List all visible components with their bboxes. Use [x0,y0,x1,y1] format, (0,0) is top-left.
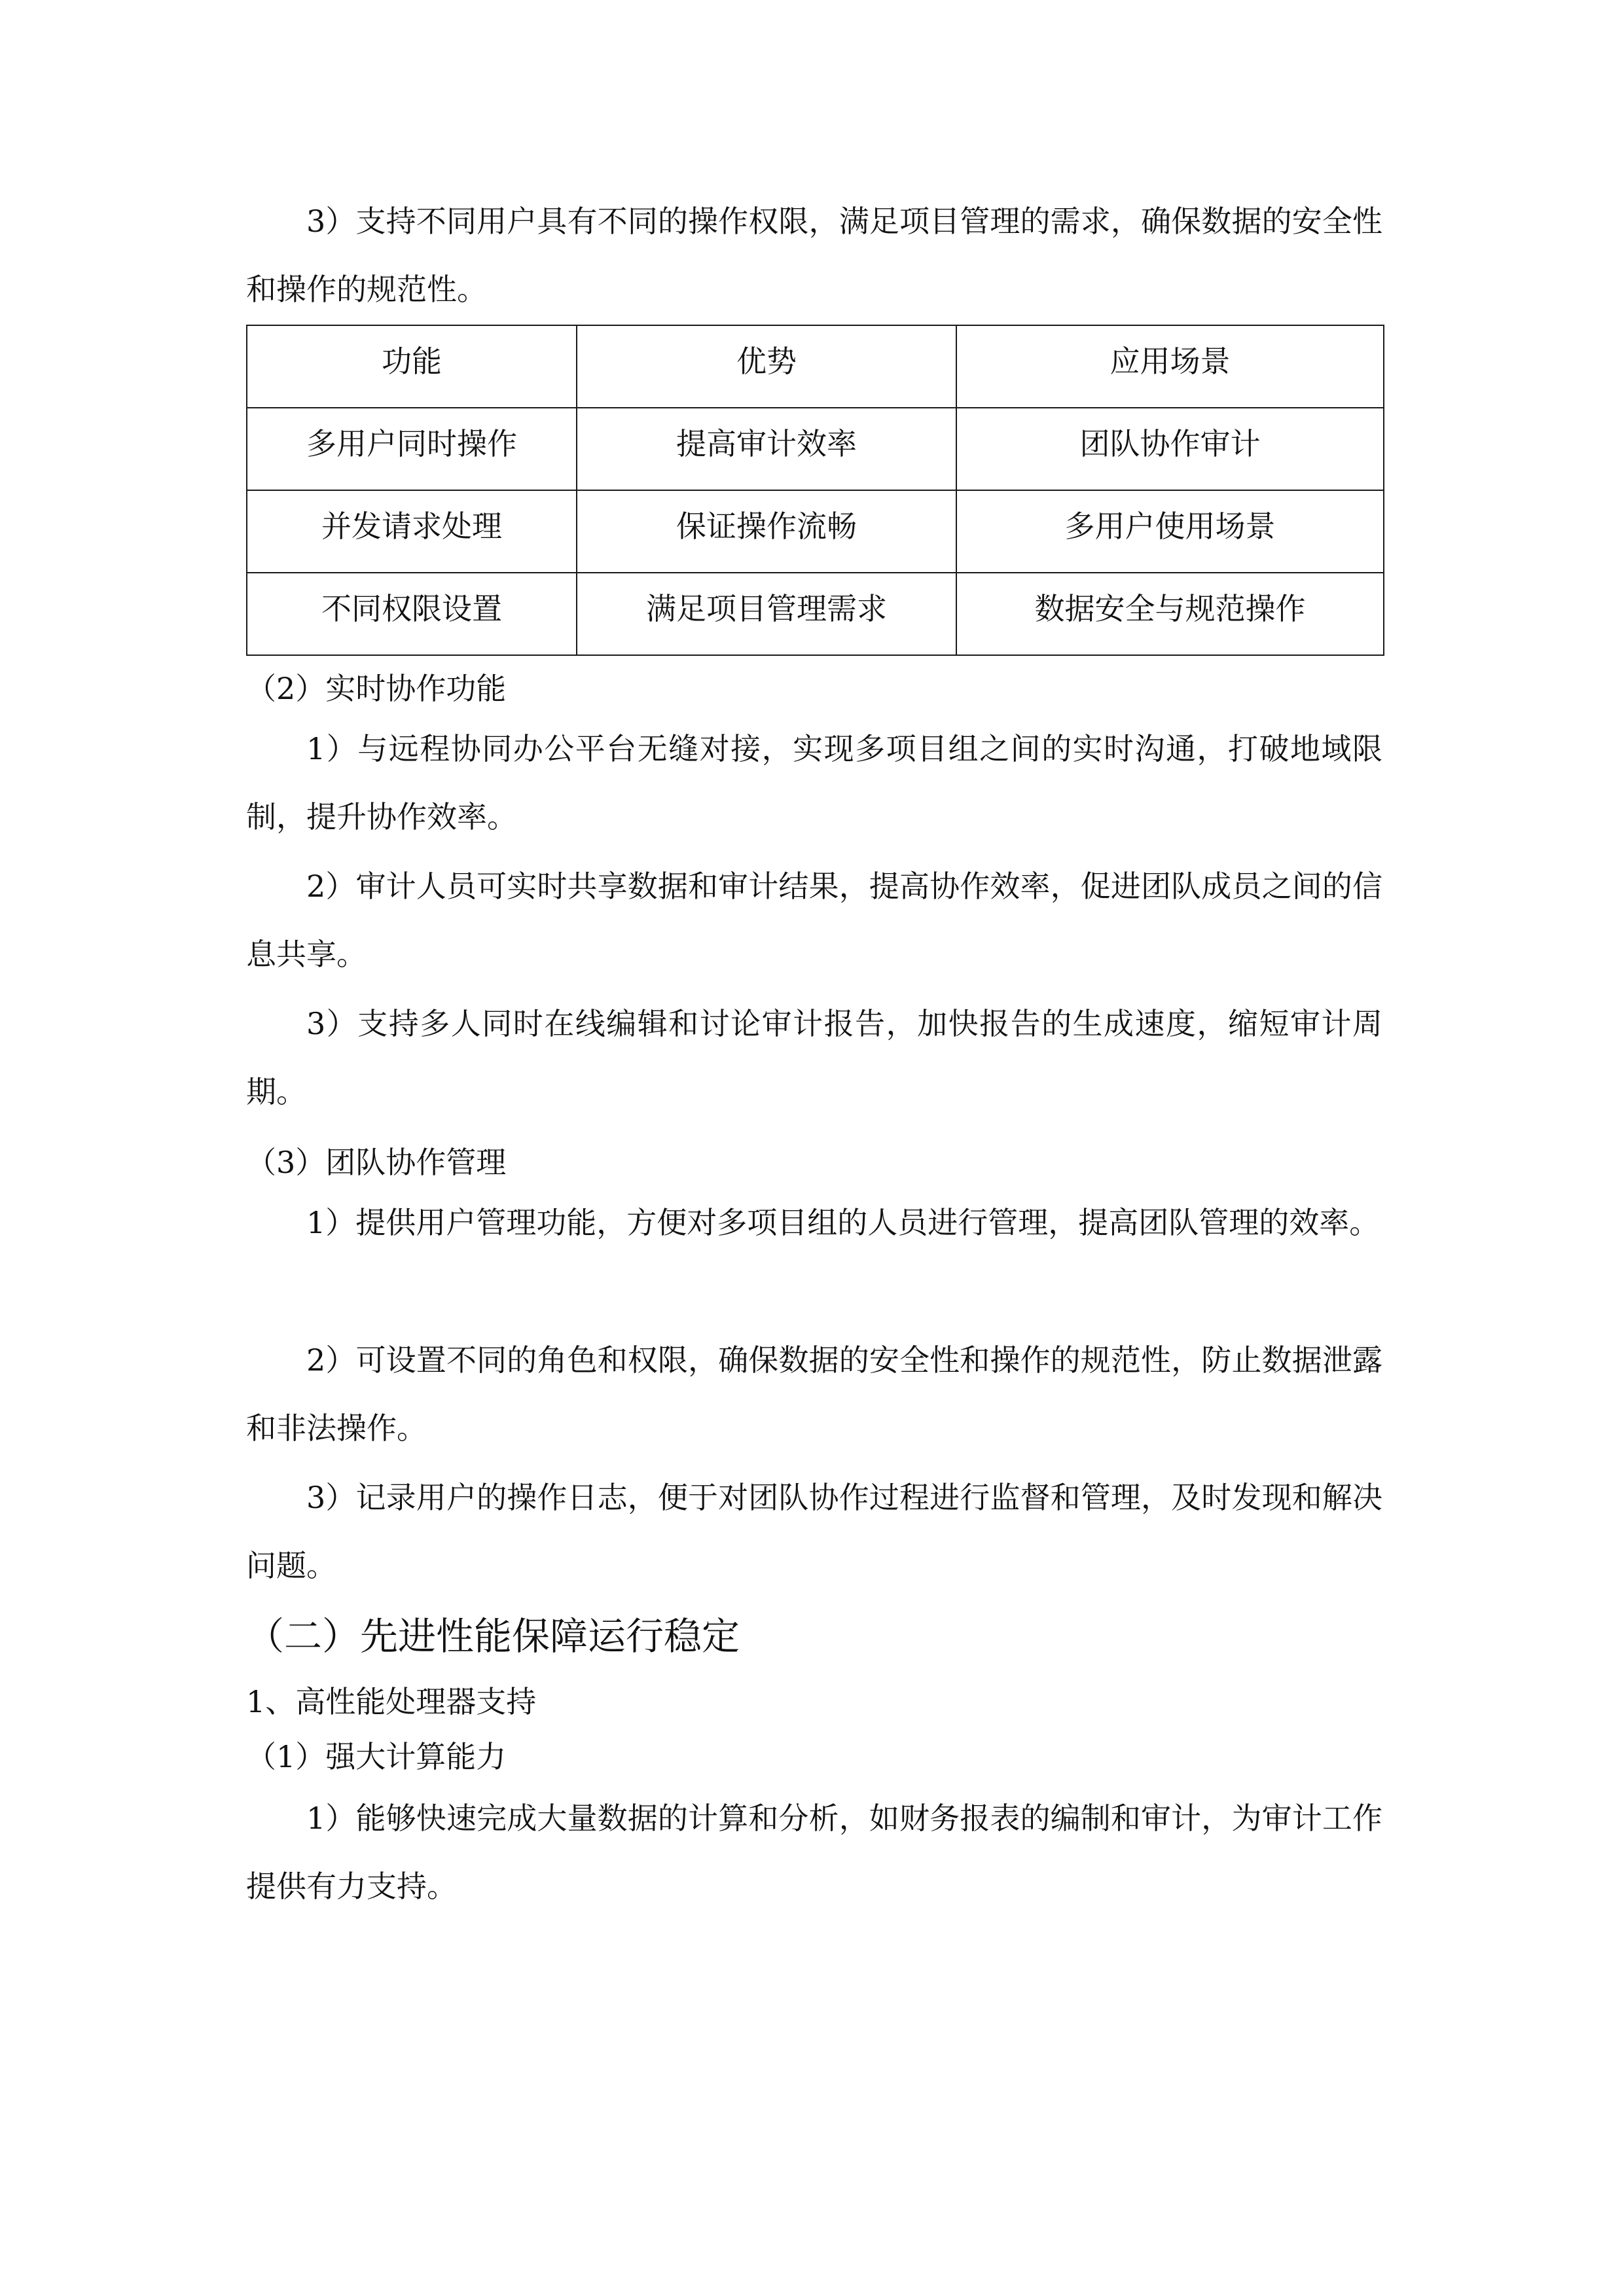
paragraph-item: 1）能够快速完成大量数据的计算和分析，如财务报表的编制和审计，为审计工作提供有力支持。 [246,1801,1382,1904]
table-row [247,408,1384,490]
subheading-computing: （1）强大计算能力 [246,1739,507,1774]
table-cell: 提高审计效率 [577,408,956,490]
table-cell: 数据安全与规范操作 [956,573,1384,655]
paragraph-item: 1）与远程协同办公平台无缝对接，实现多项目组之间的实时沟通，打破地域限制，提升协作效率。 [246,731,1382,834]
table-header-cell: 应用场景 [956,325,1384,408]
table-header-row [247,325,1384,408]
subheading-processor: 1、高性能处理器支持 [246,1684,537,1719]
table-cell: 不同权限设置 [247,573,577,655]
table-header-cell: 功能 [247,325,577,408]
table-header-cell: 优势 [577,325,956,408]
table-row [247,573,1384,655]
chapter-title: （二）先进性能保障运行稳定 [246,1614,740,1659]
paragraph-item: 2）审计人员可实时共享数据和审计结果，提高协作效率，促进团队成员之间的信息共享。 [246,869,1382,972]
paragraph-item: 3）支持多人同时在线编辑和讨论审计报告，加快报告的生成速度，缩短审计周期。 [246,1006,1382,1109]
table-cell: 多用户使用场景 [956,490,1384,573]
table-cell: 团队协作审计 [956,408,1384,490]
heading-team-management: （3）团队协作管理 [246,1145,507,1180]
paragraph-item: 2）可设置不同的角色和权限，确保数据的安全性和操作的规范性，防止数据泄露和非法操作。 [246,1342,1382,1446]
table-cell: 满足项目管理需求 [577,573,956,655]
table-cell: 保证操作流畅 [577,490,956,573]
paragraph-item: 1）提供用户管理功能，方便对多项目组的人员进行管理，提高团队管理的效率。 [306,1205,1380,1240]
paragraph-item: 3）记录用户的操作日志，便于对团队协作过程进行监督和管理，及时发现和解决问题。 [246,1480,1382,1583]
paragraph-permissions: 3）支持不同用户具有不同的操作权限，满足项目管理的需求，确保数据的安全性和操作的规范性。 [246,204,1382,307]
table-row [247,490,1384,573]
heading-realtime-collaboration: （2）实时协作功能 [246,671,507,706]
table-cell: 并发请求处理 [247,490,577,573]
feature-table [246,325,1384,656]
table-cell: 多用户同时操作 [247,408,577,490]
